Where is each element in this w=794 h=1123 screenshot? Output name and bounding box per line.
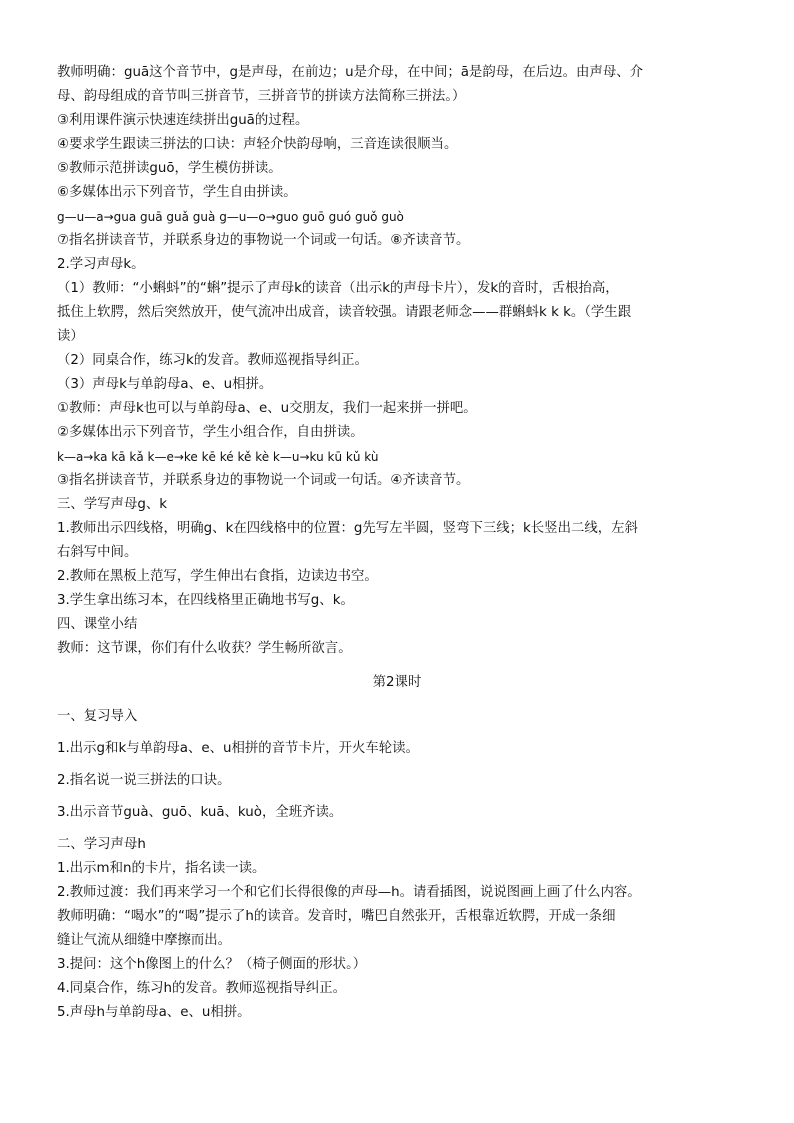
text-line: 2.教师过渡：我们再来学习一个和它们长得很像的声母—h。请看插图，说说图画上画了什么内容。 bbox=[57, 885, 641, 900]
text-line: 2.指名说一说三拼法的口诀。 bbox=[57, 773, 231, 788]
text-line: 教师明确：guā这个音节中，g是声母，在前边；u是介母，在中间；ā是韵母，在后边。由声母、介 bbox=[57, 65, 644, 80]
text-line: （1）教师：“小蝌蚪”的“蝌”提示了声母k的读音（出示k的声母卡片），发k的音时，舌根抬高， bbox=[57, 281, 619, 296]
text-line: ①教师：声母k也可以与单韵母a、e、u交朋友，我们一起来拼一拼吧。 bbox=[57, 401, 477, 416]
text-line: ⑦指名拼读音节，并联系身边的事物说一个词或一句话。⑧齐读音节。 bbox=[57, 233, 470, 248]
text-line: 1.出示g和k与单韵母a、e、u相拼的音节卡片，开火车轮读。 bbox=[57, 741, 419, 756]
text-line: 2.教师在黑板上范写，学生伸出右食指，边读边书空。 bbox=[57, 569, 378, 584]
text-line: ⑥多媒体出示下列音节，学生自由拼读。 bbox=[57, 185, 297, 200]
section-heading: 一、复习导入 bbox=[57, 709, 138, 724]
text-line: ③指名拼读音节，并联系身边的事物说一个词或一句话。④齐读音节。 bbox=[57, 473, 470, 488]
text-line: 3.出示音节guà、guō、kuā、kuò，全班齐读。 bbox=[57, 805, 343, 820]
section-heading: 三、学写声母g、k bbox=[57, 497, 167, 512]
text-line: ⑤教师示范拼读guō，学生模仿拼读。 bbox=[57, 161, 282, 176]
text-line: 4.同桌合作，练习h的发音。教师巡视指导纠正。 bbox=[57, 981, 347, 996]
pinyin-row: g—u—a→gua guā guǎ guà g—u—o→guo guō guó guǒ guò bbox=[57, 210, 404, 224]
text-line: 1.教师出示四线格，明确g、k在四线格中的位置：g先写左半圆，竖弯下三线；k长竖出二线，左斜 bbox=[57, 521, 638, 536]
text-line: 3.提问：这个h像图上的什么？（椅子侧面的形状。） bbox=[57, 957, 367, 972]
text-line: 教师：这节课，你们有什么收获？学生畅所欲言。 bbox=[57, 641, 352, 656]
text-line: ④要求学生跟读三拼法的口诀：声轻介快韵母响，三音连读很顺当。 bbox=[57, 137, 458, 152]
section-heading: 二、学习声母h bbox=[57, 837, 146, 852]
text-line: 右斜写中间。 bbox=[57, 545, 138, 560]
text-line: 抵住上软腭，然后突然放开，使气流冲出成音，读音较强。请跟老师念——群蝌蚪k k k。（学生跟 bbox=[57, 305, 632, 320]
text-line: ②多媒体出示下列音节，学生小组合作，自由拼读。 bbox=[57, 425, 364, 440]
text-line: 读） bbox=[57, 329, 84, 344]
text-line: 教师明确：“喝水”的“喝”提示了h的读音。发音时，嘴巴自然张开，舌根靠近软腭，开成一条细 bbox=[57, 909, 616, 924]
lesson-title: 第2课时 bbox=[372, 675, 422, 690]
text-line: （3）声母k与单韵母a、e、u相拼。 bbox=[57, 377, 273, 392]
text-line: 5.声母h与单韵母a、e、u相拼。 bbox=[57, 1005, 251, 1020]
section-heading: 2.学习声母k。 bbox=[57, 257, 145, 272]
text-line: 母、韵母组成的音节叫三拼音节，三拼音节的拼读方法简称三拼法。） bbox=[57, 89, 466, 104]
text-line: 1.出示m和n的卡片，指名读一读。 bbox=[57, 861, 266, 876]
pinyin-row: k—a→ka kā kǎ k—e→ke kē ké kě kè k—u→ku kū kǔ kù bbox=[57, 450, 379, 464]
section-heading: 四、课堂小结 bbox=[57, 617, 138, 632]
text-line: 3.学生拿出练习本，在四线格里正确地书写g、k。 bbox=[57, 593, 354, 608]
text-line: 缝让气流从细缝中摩擦而出。 bbox=[57, 933, 232, 948]
text-line: （2）同桌合作，练习k的发音。教师巡视指导纠正。 bbox=[57, 353, 368, 368]
text-line: ③利用课件演示快速连续拼出guā的过程。 bbox=[57, 113, 309, 128]
